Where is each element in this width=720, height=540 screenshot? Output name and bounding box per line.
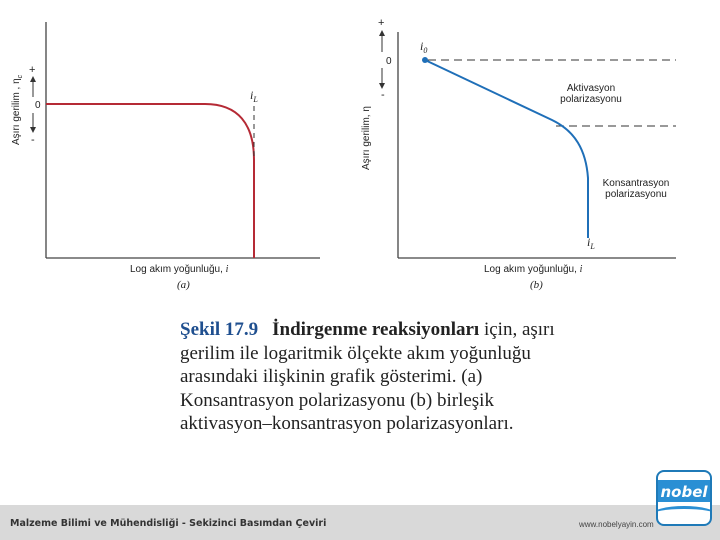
panel-a [11, 22, 320, 291]
panel-a-ylabel: Aşırı gerilim , $\eta_c$ [11, 74, 24, 145]
footer-website-link[interactable]: www.nobelyayin.com [579, 520, 654, 529]
caption-number: Şekil 17.9 [180, 319, 259, 340]
panel-b [361, 17, 676, 291]
footer-book-title: Malzeme Bilimi ve Mühendisliği - Sekizinci Basımdan Çeviri [10, 518, 327, 529]
panel-a-up-arrowhead [30, 76, 36, 82]
panel-a-curve [46, 104, 254, 258]
panel-b-activation-label-2: polarizasyonu [560, 94, 622, 105]
nobel-logo [656, 470, 712, 526]
panel-b-curve [425, 60, 588, 238]
panel-a-letter: (a) [177, 279, 190, 291]
panel-b-minus: - [381, 89, 385, 101]
panel-b-xlabel: Log akım yoğunluğu, i [484, 264, 583, 275]
figure-caption [180, 318, 560, 436]
panel-a-zero: 0 [35, 100, 41, 111]
logo-wave-icon [656, 506, 712, 523]
logo-text: nobel [660, 483, 708, 501]
panel-b-i0-label: $i_0$ [420, 39, 428, 55]
caption-body: için, aşırı gerilim ile logaritmik ölçekte akım yoğunluğu arasındaki ilişkinin grafik gösterimi. (a) Konsantrasyon polarizasyonu (b) birleşik aktivasyon–konsantrasyon polarizasyonları. [180, 319, 555, 434]
panel-a-plus: + [29, 64, 36, 76]
panel-b-il-label: $i_L$ [587, 235, 595, 251]
panel-b-i0-point [422, 57, 428, 63]
caption-title: İndirgenme reaksiyonları [272, 319, 480, 340]
panel-b-letter: (b) [530, 279, 543, 291]
panel-b-zero: 0 [386, 56, 392, 67]
panel-a-minus: - [31, 134, 35, 146]
panel-b-concentration-label-1: Konsantrasyon [602, 178, 670, 189]
panel-b-ylabel: Aşırı gerilim, η [361, 106, 372, 170]
panel-b-up-arrowhead [379, 30, 385, 36]
panel-b-activation-label-1: Aktivasyon [566, 83, 616, 94]
panel-a-il-label: $i_L$ [250, 88, 258, 104]
panel-b-concentration-label-2: polarizasyonu [605, 189, 667, 200]
panel-a-down-arrowhead [30, 127, 36, 133]
panel-a-xlabel: Log akım yoğunluğu, i [130, 264, 229, 275]
panel-b-plus: + [378, 17, 385, 29]
footer-bar [0, 505, 720, 540]
